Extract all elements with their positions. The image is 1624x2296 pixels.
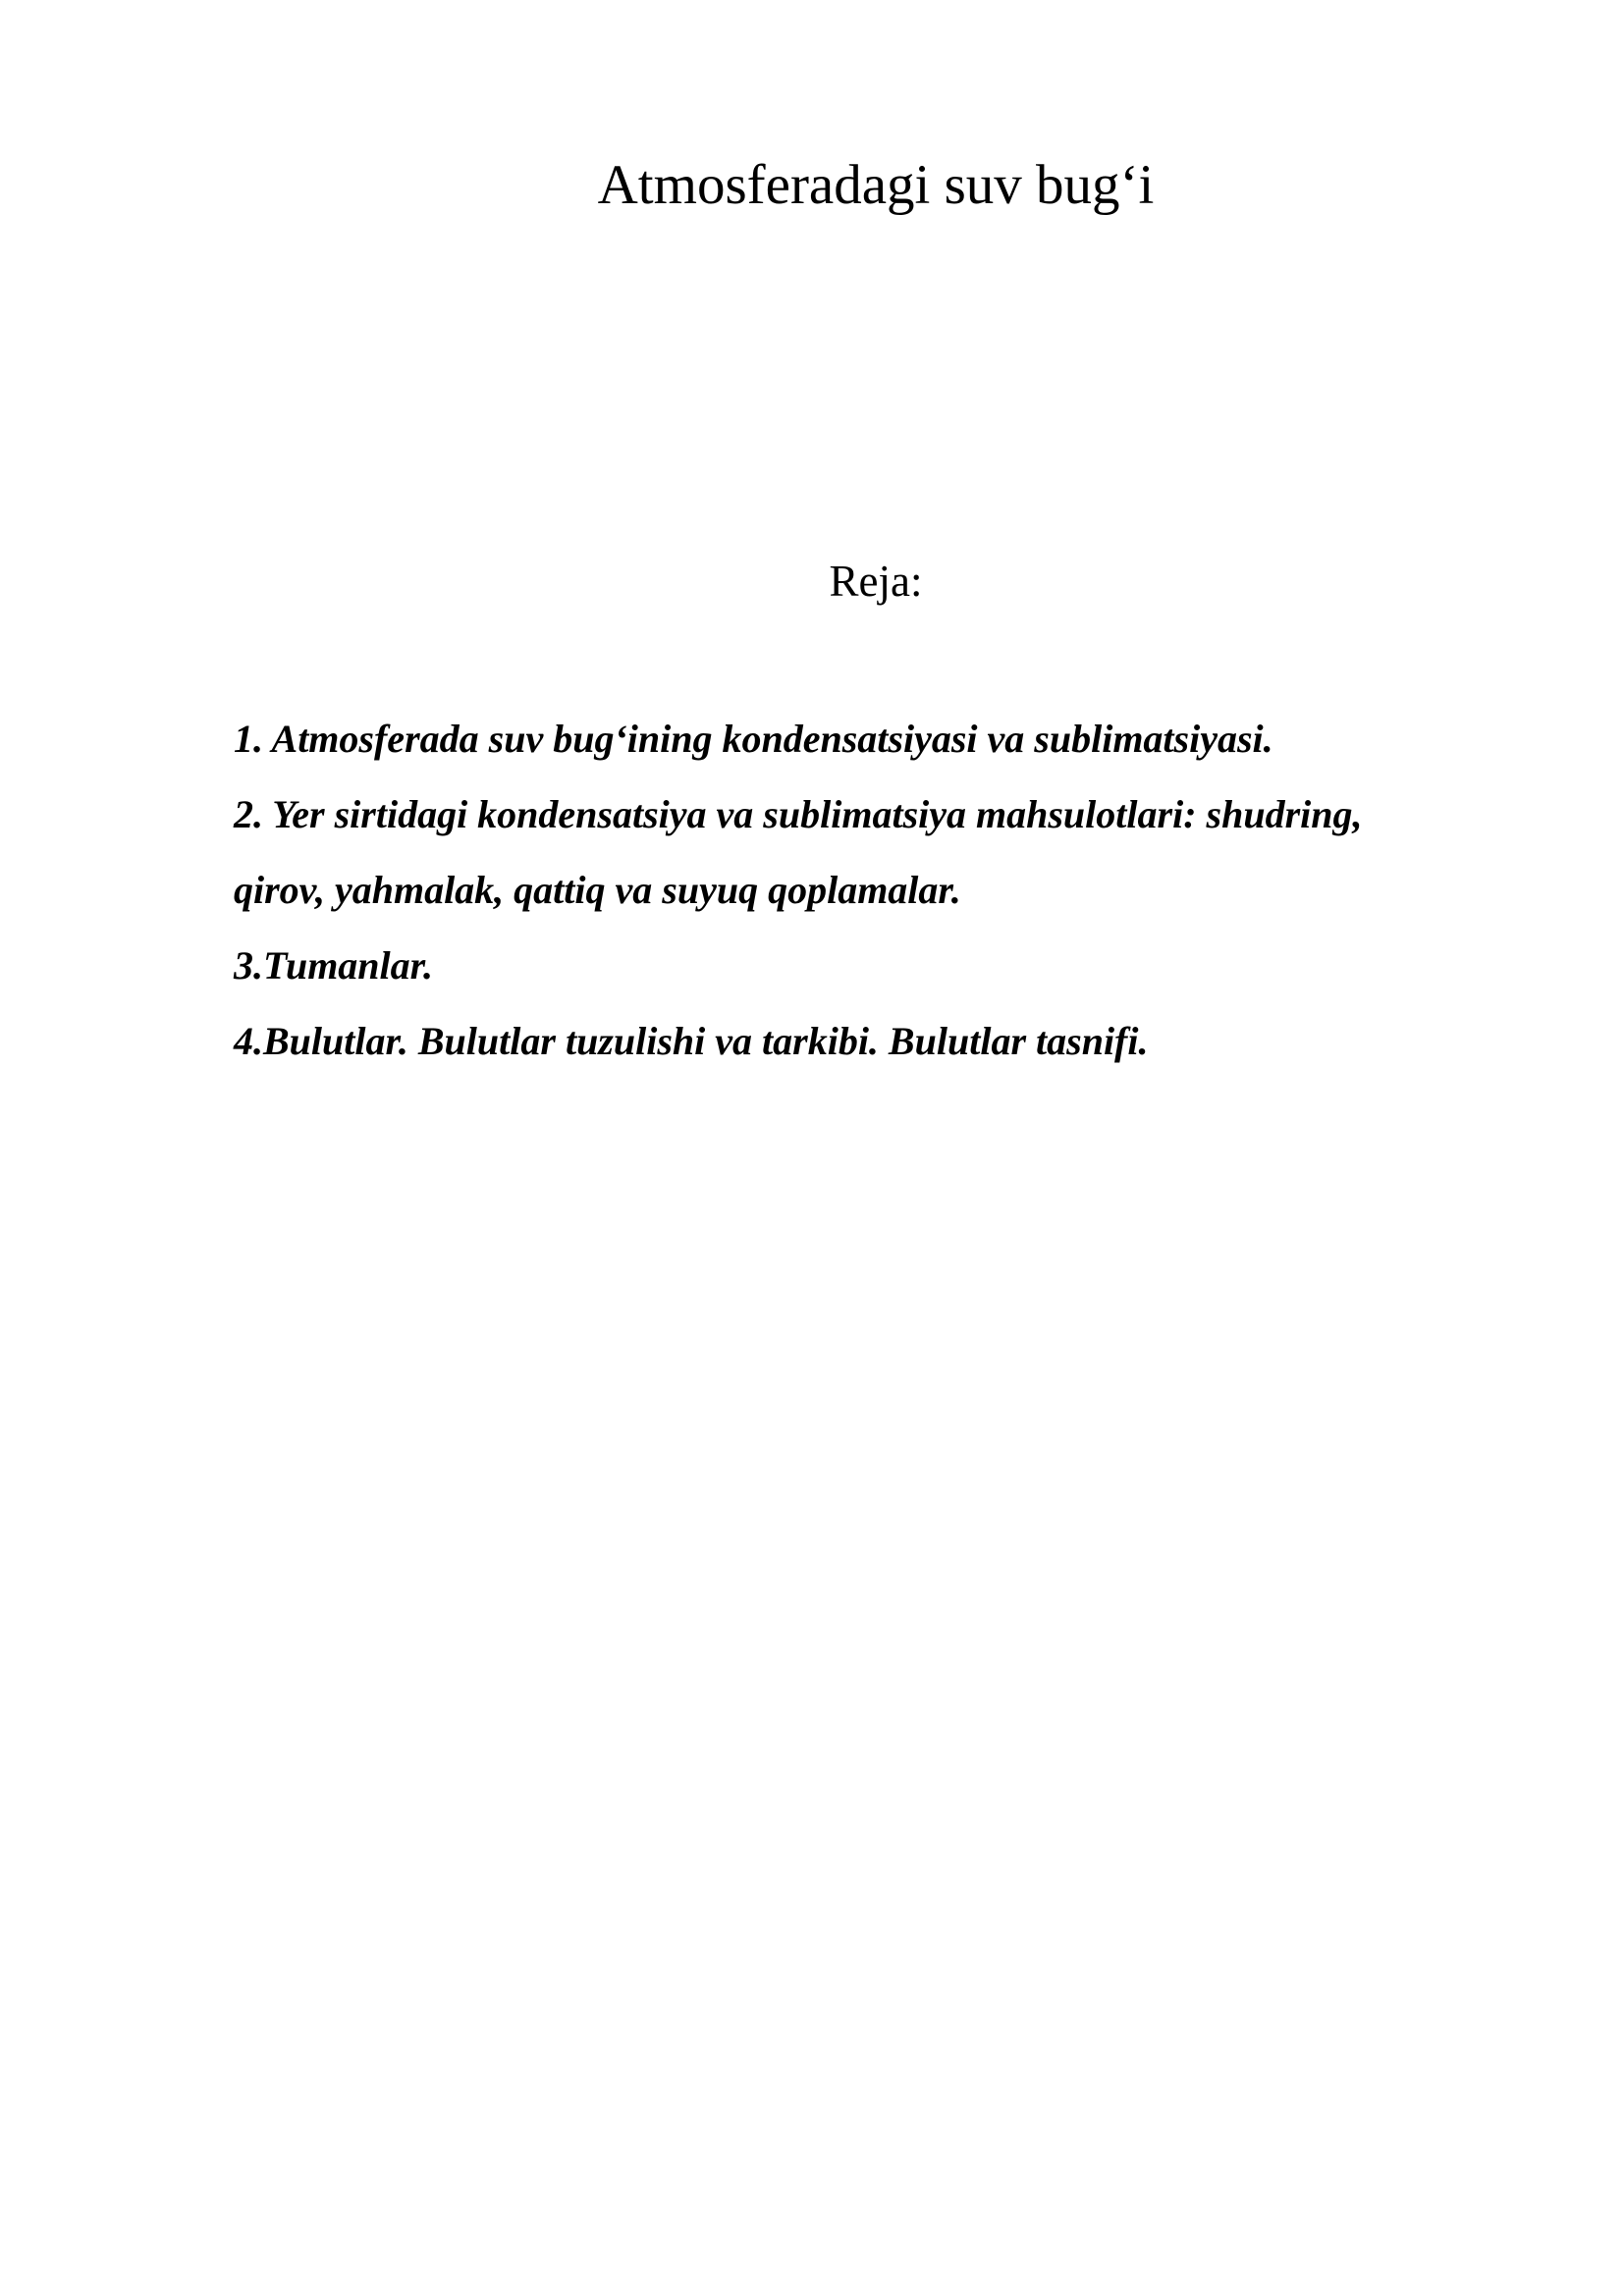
plan-item-2: 2. Yer sirtidagi kondensatsiya va sublimatsiya mahsulotlari: shudring,	[234, 792, 1363, 836]
plan-heading: Reja:	[829, 557, 923, 606]
plan-item-4: 4.Bulutlar. Bulutlar tuzulishi va tarkibi. Bulutlar tasnifi.	[234, 1019, 1149, 1063]
plan-list	[234, 701, 1510, 1079]
plan-item-1: 1. Atmosferada suv bug‘ining kondensatsiyasi va sublimatsiyasi.	[234, 717, 1273, 761]
plan-item-3: 3.Tumanlar.	[234, 943, 434, 988]
document-title: Atmosferadagi suv bug‘i	[597, 154, 1155, 216]
plan-item-2-continued: qirov, yahmalak, qattiq va suyuq qoplamalar.	[234, 868, 961, 912]
